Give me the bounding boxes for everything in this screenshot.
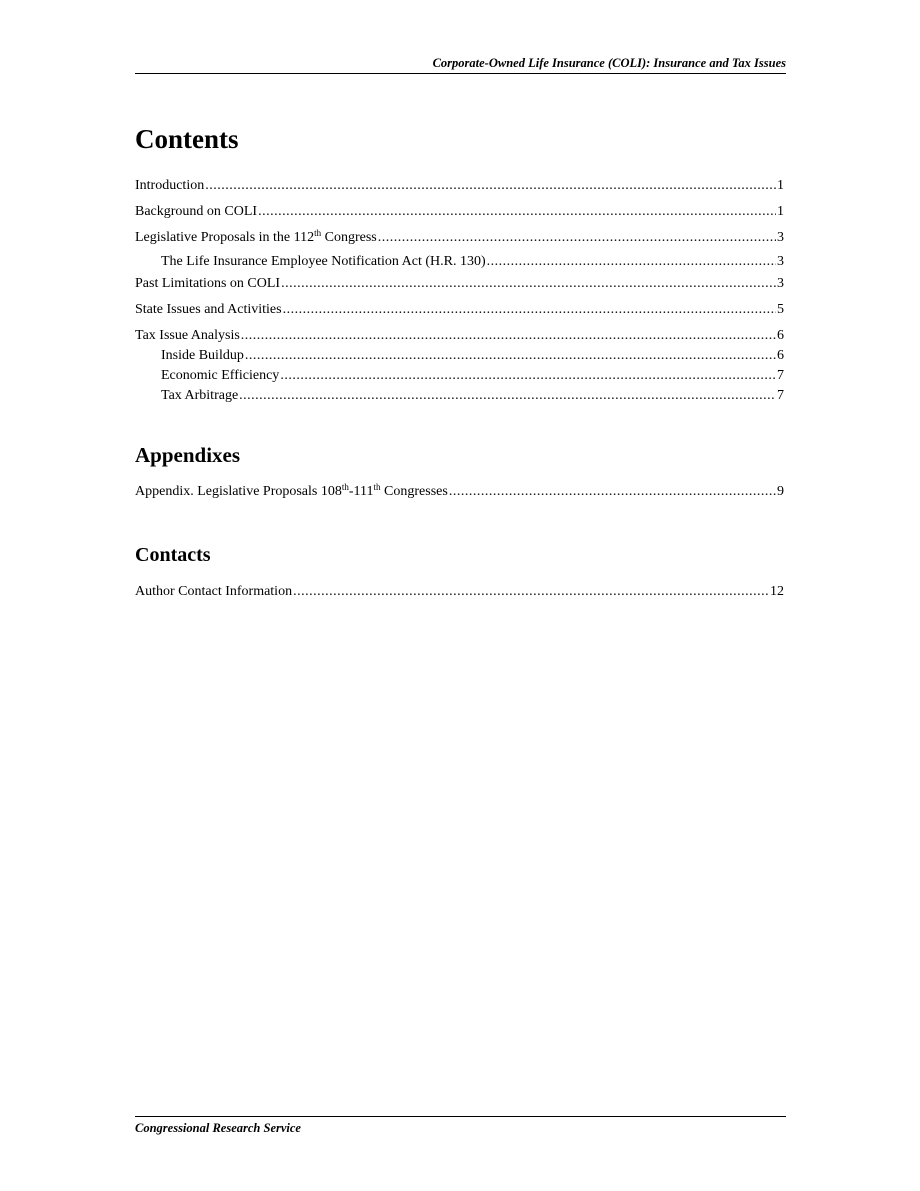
dot-leader xyxy=(258,204,776,220)
page-number: 6 xyxy=(777,328,784,343)
contacts-heading: Contacts xyxy=(135,544,211,566)
dot-leader xyxy=(449,484,776,500)
page-number: 12 xyxy=(770,584,784,599)
toc-item-appendix[interactable]: Appendix. Legislative Proposals 108th-111th Congresses ..... 9 xyxy=(135,484,784,500)
running-header: Corporate-Owned Life Insurance (COLI): Insurance and Tax Issues xyxy=(135,56,786,74)
toc-item-tax-issue-analysis[interactable]: Tax Issue Analysis ..... 6 xyxy=(135,328,784,344)
dot-leader xyxy=(293,584,769,600)
page-number: 3 xyxy=(777,254,784,269)
running-footer: Congressional Research Service xyxy=(135,1116,786,1136)
toc-item-notification-act[interactable]: The Life Insurance Employee Notification Act (H.R. 130) ..... 3 xyxy=(135,254,784,270)
toc-item-introduction[interactable]: Introduction ..... 1 xyxy=(135,178,784,194)
contacts-list xyxy=(135,584,784,600)
page-number: 5 xyxy=(777,302,784,317)
page-number: 7 xyxy=(777,388,784,403)
toc-item-legislative-proposals[interactable]: Legislative Proposals in the 112th Congress ..... 3 xyxy=(135,230,784,246)
toc-item-background[interactable]: Background on COLI ..... 1 xyxy=(135,204,784,220)
dot-leader xyxy=(281,276,776,292)
page-number: 6 xyxy=(777,348,784,363)
dot-leader xyxy=(241,328,776,344)
page-number: 9 xyxy=(777,484,784,499)
contents-heading: Contents xyxy=(135,124,239,154)
appendixes-list xyxy=(135,484,784,500)
dot-leader xyxy=(283,302,776,318)
page-number: 7 xyxy=(777,368,784,383)
dot-leader xyxy=(487,254,776,270)
dot-leader xyxy=(245,348,776,364)
page-number: 1 xyxy=(777,178,784,193)
dot-leader xyxy=(205,178,776,194)
appendixes-heading: Appendixes xyxy=(135,443,241,467)
dot-leader xyxy=(378,230,776,246)
dot-leader xyxy=(280,368,776,384)
contents-list xyxy=(135,178,784,404)
page-number: 1 xyxy=(777,204,784,219)
toc-item-state-issues[interactable]: State Issues and Activities ..... 5 xyxy=(135,302,784,318)
dot-leader xyxy=(239,388,776,404)
toc-item-past-limitations[interactable]: Past Limitations on COLI ..... 3 xyxy=(135,276,784,292)
page-number: 3 xyxy=(777,230,784,245)
toc-item-inside-buildup[interactable]: Inside Buildup ..... 6 xyxy=(135,348,784,364)
toc-item-author-contact[interactable]: Author Contact Information ..... 12 xyxy=(135,584,784,600)
toc-item-tax-arbitrage[interactable]: Tax Arbitrage ..... 7 xyxy=(135,388,784,404)
toc-item-economic-efficiency[interactable]: Economic Efficiency ..... 7 xyxy=(135,368,784,384)
page-number: 3 xyxy=(777,276,784,291)
